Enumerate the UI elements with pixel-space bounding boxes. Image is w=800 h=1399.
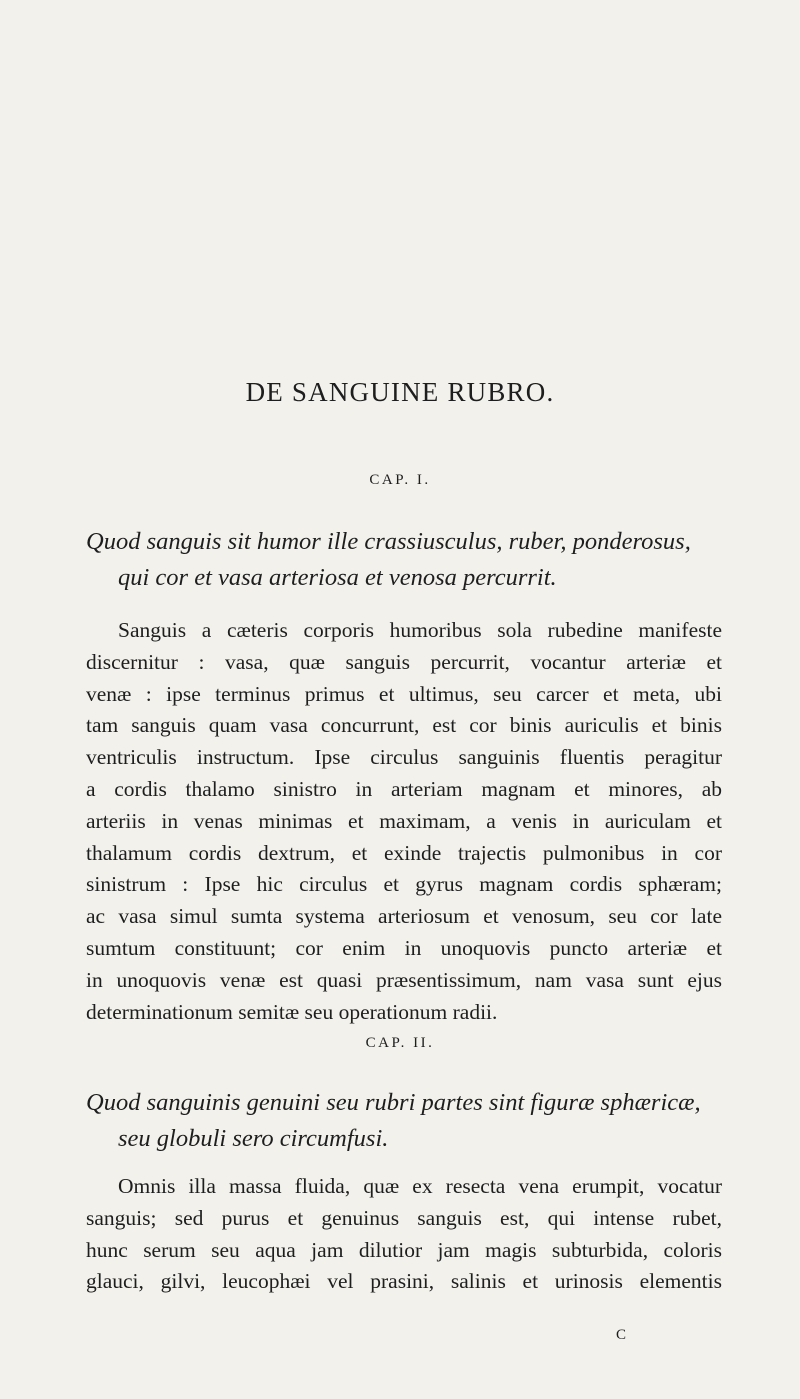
paragraph-line: discernitur : vasa, quæ sanguis percurrit, vocantur arteriæ et bbox=[86, 649, 722, 674]
chapter-2-heading-line-2: seu globuli sero circumfusi. bbox=[118, 1125, 389, 1152]
paragraph-line: venæ : ipse terminus primus et ultimus, seu carcer et meta, ubi bbox=[86, 681, 722, 706]
paragraph-line: ventriculis instructum. Ipse circulus sanguinis fluentis peragitur bbox=[86, 745, 722, 770]
paragraph-line: sanguis; sed purus et genuinus sanguis est, qui intense rubet, bbox=[86, 1205, 722, 1230]
chapter-2-heading bbox=[86, 1085, 766, 1157]
paragraph-line: in unoquovis venæ est quasi præsentissimum, nam vasa sunt ejus bbox=[86, 967, 722, 992]
chapter-1-heading-line-2: qui cor et vasa arteriosa et venosa percurrit. bbox=[118, 564, 557, 591]
paragraph-line: determinationum semitæ seu operationum radii. bbox=[86, 999, 498, 1024]
chapter-1-heading-line-1: Quod sanguis sit humor ille crassiusculus, ruber, ponderosus, bbox=[86, 528, 691, 555]
chapter-1-paragraph bbox=[86, 615, 722, 1028]
signature-mark: C bbox=[616, 1327, 628, 1343]
paragraph-line: hunc serum seu aqua jam dilutior jam magis subturbida, coloris bbox=[86, 1237, 722, 1262]
paragraph-line: arteriis in venas minimas et maximam, a venis in auriculam et bbox=[86, 808, 722, 833]
page-title: DE SANGUINE RUBRO. bbox=[245, 377, 555, 407]
paragraph-line: thalamum cordis dextrum, et exinde trajectis pulmonibus in cor bbox=[86, 840, 722, 865]
paragraph-line: tam sanguis quam vasa concurrunt, est cor binis auriculis et binis bbox=[86, 713, 722, 738]
paragraph-line: a cordis thalamo sinistro in arteriam magnam et minores, ab bbox=[86, 776, 722, 801]
paragraph-line: sumtum constituunt; cor enim in unoquovis puncto arteriæ et bbox=[86, 935, 722, 960]
paragraph-line: Omnis illa massa fluida, quæ ex resecta vena erumpit, vocatur bbox=[118, 1174, 722, 1198]
paragraph-line: Sanguis a cæteris corporis humoribus sola rubedine manifeste bbox=[118, 618, 722, 642]
paragraph-line: ac vasa simul sumta systema arteriosum et venosum, seu cor late bbox=[86, 904, 722, 929]
paragraph-line: sinistrum : Ipse hic circulus et gyrus magnam cordis sphæram; bbox=[86, 872, 722, 897]
chapter-2-heading-line-1: Quod sanguinis genuini seu rubri partes sint figuræ sphæricæ, bbox=[86, 1089, 701, 1116]
chapter-2-paragraph bbox=[86, 1171, 722, 1298]
chapter-2-label: CAP. II. bbox=[365, 1035, 435, 1051]
chapter-1-label: CAP. I. bbox=[369, 472, 431, 488]
paragraph-line: glauci, gilvi, leucophæi vel prasini, salinis et urinosis elementis bbox=[86, 1269, 722, 1294]
chapter-1-heading bbox=[86, 524, 766, 596]
